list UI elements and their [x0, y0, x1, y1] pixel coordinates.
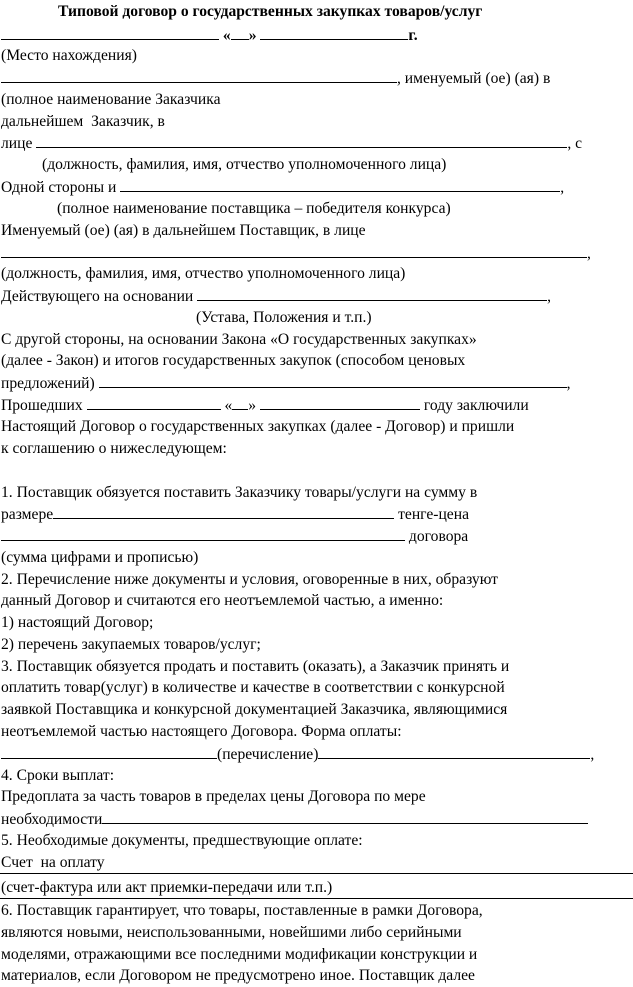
p4-2: Предоплата за часть товаров в пределах цены Договора по мере	[1, 788, 426, 805]
one-side-text: Одной стороны и	[1, 179, 117, 196]
p1-1: 1. Поставщик обязуется поставить Заказчику товары/услуги на сумму в	[1, 484, 478, 501]
p6-2: являются новыми, неиспользованными, новейшими либо серийными	[1, 924, 462, 941]
one-side-line	[1, 176, 564, 198]
comma-text: ,	[590, 746, 595, 763]
year-suffix: г.	[408, 27, 418, 44]
held-line	[1, 394, 529, 416]
supplier-official-blank[interactable]	[1, 242, 587, 258]
quote-close: »	[248, 397, 257, 414]
p3-1: 3. Поставщик обязуется продать и поставить (оказать), а Заказчик принять и	[1, 658, 510, 675]
comma-text: ,	[566, 375, 571, 392]
quote-close: »	[248, 27, 257, 44]
charter-hint: (Устава, Положения и т.п.)	[196, 309, 372, 326]
held-day-blank[interactable]	[232, 394, 248, 410]
comma-text: ,	[587, 245, 591, 262]
p1-size-text: размере	[1, 506, 54, 523]
quote-open: «	[224, 397, 233, 414]
p6-1: 6. Поставщик гарантирует, что товары, поставленные в рамки Договора,	[1, 902, 483, 919]
p1-contract-text: договора	[408, 528, 469, 545]
basis-blank[interactable]	[197, 285, 547, 301]
customer-hint: (полное наименование Заказчика	[1, 91, 221, 108]
p1-amount-line	[1, 503, 469, 525]
amount-words-blank[interactable]	[1, 525, 405, 541]
p4-necessity-line	[1, 808, 588, 830]
payment-form-blank-1[interactable]	[1, 743, 217, 759]
separator-line	[0, 898, 633, 899]
other-side-1: С другой стороны, на основании Закона «О государственных закупках»	[1, 331, 477, 348]
held-text: Прошедших	[1, 397, 83, 414]
other-side-3-text: предложений)	[1, 375, 95, 392]
p4-1: 4. Сроки выплат:	[1, 767, 115, 784]
p3-3: заявкой Поставщика и конкурсной документацией Заказчика, являющимися	[1, 701, 508, 718]
in-person-text: лице	[1, 135, 33, 152]
document-title: Типовой договор о государственных закупках товаров/услуг	[58, 3, 483, 20]
other-side-3-line	[1, 372, 571, 394]
comma-s-text: , с	[567, 135, 583, 152]
comma-text: ,	[547, 288, 552, 305]
p2-2: данный Договор и считаются его неотъемлемой частью, а именно:	[1, 592, 444, 609]
acting-basis-line	[1, 285, 551, 307]
transfer-text: (перечисление)	[217, 746, 319, 763]
p2-4: 2) перечень закупаемых товаров/услуг;	[1, 636, 261, 653]
proposals-blank[interactable]	[99, 372, 567, 388]
supplier-hint: (полное наименование поставщика – победителя конкурса)	[57, 200, 451, 217]
held-month-blank[interactable]	[260, 394, 420, 410]
customer-name-blank[interactable]	[1, 67, 397, 83]
agreement-1: Настоящий Договор о государственных закупках (далее - Договор) и пришли	[1, 418, 515, 435]
customer-official-blank[interactable]	[36, 132, 567, 148]
p6-4: материалов, если Договором не предусмотрено иное. Поставщик далее	[1, 967, 475, 984]
necessity-blank[interactable]	[102, 808, 588, 824]
year-blank[interactable]	[358, 24, 408, 40]
payment-form-blank-2[interactable]	[318, 743, 590, 759]
p5-hint: (счет-фактура или акт приемки-передачи или т.п.)	[1, 879, 333, 896]
payment-form-line	[1, 743, 594, 765]
p6-3: моделями, отражающими все последними модификации конструкции и	[1, 946, 478, 963]
customer-further: дальнейшем Заказчик, в	[1, 113, 165, 130]
p2-3: 1) настоящий Договор;	[1, 614, 154, 631]
amount-blank[interactable]	[53, 503, 394, 519]
supplier-name-blank[interactable]	[120, 176, 560, 192]
customer-named-text: , именуемый (ое) (ая) в	[397, 70, 551, 87]
place-hint: (Место нахождения)	[1, 47, 137, 64]
p3-4: неотъемлемой частью настоящего Договора. Форма оплаты:	[1, 723, 402, 740]
p2-1: 2. Перечисление ниже документы и условия, оговоренные в них, образуют	[1, 571, 498, 588]
supplier-official-line	[1, 242, 591, 264]
agreement-2: к соглашению о нижеследующем:	[1, 440, 227, 457]
necessity-text: необходимости	[1, 811, 103, 828]
place-blank[interactable]	[1, 24, 219, 40]
official-hint-1: (должность, фамилия, имя, отчество уполномоченного лица)	[42, 156, 447, 173]
p1-hint: (сумма цифрами и прописью)	[1, 549, 199, 566]
acting-basis-text: Действующего на основании	[1, 288, 194, 305]
year-concluded-text: году заключили	[423, 397, 529, 414]
supplier-named: Именуемый (ое) (ая) в дальнейшем Поставщик, в лице	[1, 222, 366, 239]
p3-2: оплатить товар(услуг) в количестве и качестве в соответствии с конкурсной	[1, 679, 505, 696]
other-side-2: (далее - Закон) и итогов государственных закупок (способом ценовых	[1, 352, 466, 369]
official-hint-2: (должность, фамилия, имя, отчество уполномоченного лица)	[1, 265, 406, 282]
place-date-line	[1, 24, 418, 46]
day-blank[interactable]	[231, 24, 249, 40]
customer-official-line	[1, 132, 582, 154]
held-place-blank[interactable]	[87, 394, 221, 410]
separator-line	[0, 873, 633, 874]
comma-text: ,	[560, 179, 565, 196]
quote-open: «	[222, 27, 231, 44]
p5-1: 5. Необходимые документы, предшествующие оплате:	[1, 832, 363, 849]
p1-tenge-text: тенге-цена	[398, 506, 469, 523]
p5-2: Счет на оплату	[1, 854, 105, 871]
month-blank[interactable]	[260, 24, 358, 40]
p1-contract-line	[1, 525, 468, 547]
customer-line	[1, 67, 550, 89]
